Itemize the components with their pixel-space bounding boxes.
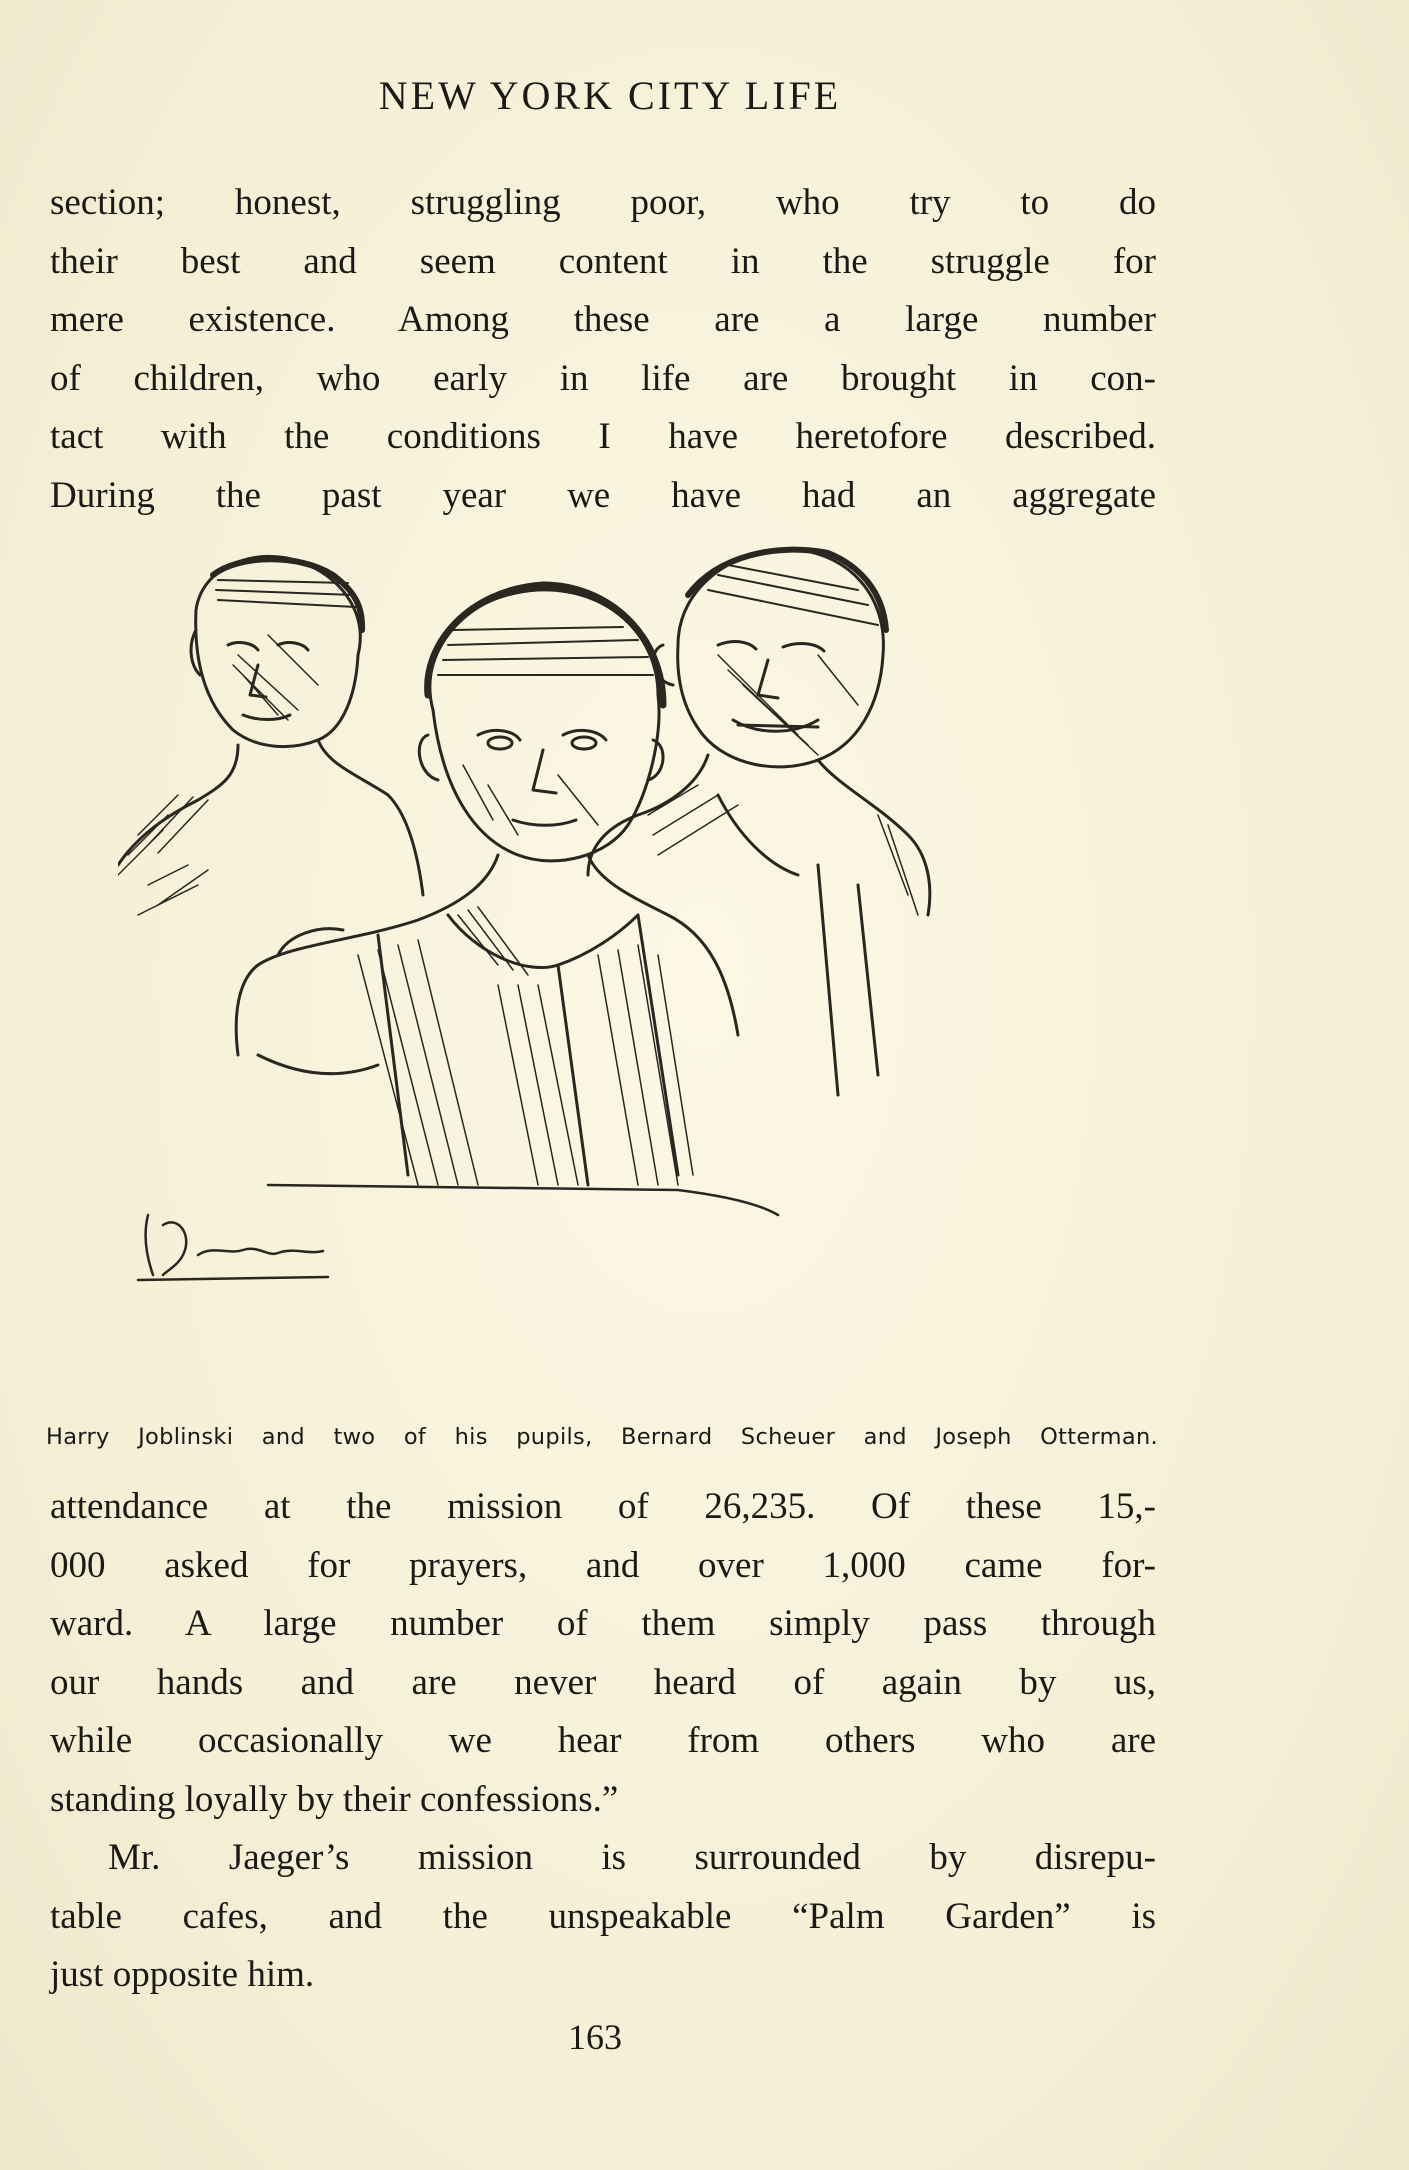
- paragraph-bottom: [50, 1478, 1156, 2005]
- text-line: During the past year we have had an aggregate: [50, 474, 1156, 516]
- text-line: while occasionally we hear from others who are: [50, 1720, 1156, 1761]
- text-line: Mr. Jaeger’s mission is surrounded by disrepu-: [108, 1837, 1156, 1878]
- text-line: of children, who early in life are brought in con-: [50, 357, 1156, 399]
- center-boy-figure: [236, 585, 778, 1215]
- paragraph-top: [50, 174, 1156, 525]
- figure-caption: Harry Joblinski and two of his pupils, Bernard Scheuer and Joseph Otterman.: [46, 1424, 1158, 1450]
- text-line: mere existence. Among these are a large number: [50, 299, 1156, 340]
- text-line: just opposite him.: [50, 1954, 315, 1995]
- boys-sketch-illustration: [118, 535, 1048, 1390]
- running-title: NEW YORK CITY LIFE: [378, 73, 842, 118]
- text-line: 000 asked for prayers, and over 1,000 came for-: [50, 1544, 1156, 1586]
- text-line: ward. A large number of them simply pass through: [50, 1603, 1156, 1644]
- text-line: tact with the conditions I have heretofore described.: [50, 416, 1156, 457]
- text-line: standing loyally by their confessions.”: [50, 1778, 619, 1820]
- text-line: our hands and are never heard of again by us,: [50, 1661, 1156, 1703]
- text-line: attendance at the mission of 26,235. Of these 15,-: [50, 1486, 1156, 1527]
- left-boy-figure: [118, 556, 423, 915]
- text-line: table cafes, and the unspeakable “Palm Garden” is: [50, 1895, 1156, 1937]
- page-number: 163: [568, 2017, 622, 2057]
- text-line: their best and seem content in the struggle for: [50, 240, 1156, 282]
- text-line: section; honest, struggling poor, who try to do: [50, 182, 1156, 223]
- artist-signature: [138, 1215, 328, 1280]
